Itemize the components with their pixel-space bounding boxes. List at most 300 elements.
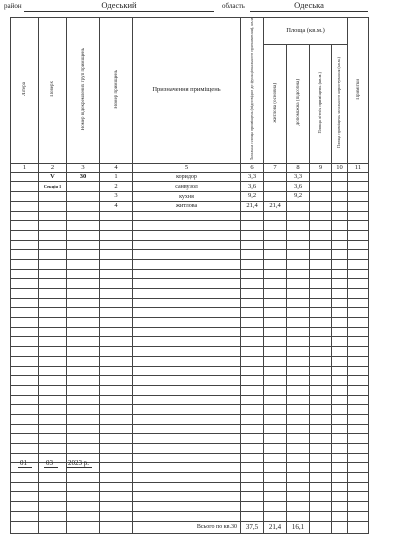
cell-floor (39, 201, 67, 211)
cell-empty (310, 482, 332, 492)
cell-empty (100, 289, 133, 299)
cell-room: 4 (100, 201, 133, 211)
cell-empty (11, 269, 39, 279)
cell-empty (67, 240, 100, 250)
cell-empty (100, 279, 133, 289)
cell-empty (287, 308, 310, 318)
cell-empty (264, 298, 287, 308)
empty-row (11, 502, 369, 512)
cell-empty (348, 376, 369, 386)
empty-row (11, 221, 369, 231)
cell-empty (287, 395, 310, 405)
cell-aux: 3,6 (287, 182, 310, 192)
cell-empty (39, 211, 67, 221)
cell-empty (264, 502, 287, 512)
col-header-balcony: Площа літніх приміщень (кв.м.) (310, 44, 332, 163)
cell-empty (100, 511, 133, 521)
cell-notes (348, 172, 369, 182)
cell-empty (100, 308, 133, 318)
cell-common (332, 192, 348, 202)
cell-empty (11, 240, 39, 250)
table-row (11, 172, 369, 182)
empty-row (11, 492, 369, 502)
cell-empty (11, 482, 39, 492)
cell-empty (133, 366, 241, 376)
cell-empty (39, 395, 67, 405)
cell-total: 9,2 (241, 192, 264, 202)
cell-empty (310, 444, 332, 454)
cell-empty (241, 298, 264, 308)
col-header-total-area: Загальна площа приміщень (відповідно до функціонального призначення), кв.м (241, 18, 264, 164)
cell-empty (264, 289, 287, 299)
cell-empty (39, 376, 67, 386)
cell-empty (348, 269, 369, 279)
cell-empty (332, 376, 348, 386)
cell-empty (264, 318, 287, 328)
cell-empty (310, 521, 332, 533)
cell-empty (67, 492, 100, 502)
cell-empty (133, 230, 241, 240)
cell-empty (11, 366, 39, 376)
column-number-2: 2 (39, 163, 67, 172)
cell-empty (348, 405, 369, 415)
cell-empty (67, 434, 100, 444)
cell-empty (100, 211, 133, 221)
cell-empty (39, 250, 67, 260)
date-month: 03 (46, 459, 53, 467)
cell-empty (264, 240, 287, 250)
cell-empty (133, 356, 241, 366)
cell-empty (332, 230, 348, 240)
cell-empty (11, 337, 39, 347)
cell-empty (133, 289, 241, 299)
cell-empty (287, 434, 310, 444)
cell-empty (39, 405, 67, 415)
cell-aux (287, 201, 310, 211)
cell-empty (287, 424, 310, 434)
date-day: 01 (20, 459, 27, 467)
empty-row (11, 434, 369, 444)
cell-living (264, 172, 287, 182)
cell-empty (11, 385, 39, 395)
oblast-value: Одеська (294, 0, 324, 10)
cell-empty (264, 356, 287, 366)
empty-row (11, 356, 369, 366)
cell-empty (348, 424, 369, 434)
cell-empty (287, 211, 310, 221)
column-number-6: 6 (241, 163, 264, 172)
cell-empty (332, 327, 348, 337)
cell-empty (348, 347, 369, 357)
cell-empty (264, 405, 287, 415)
column-number-9: 9 (310, 163, 332, 172)
cell-balcony (310, 182, 332, 192)
cell-empty (287, 453, 310, 463)
col-header-area-group: Площа (кв.м.) (264, 18, 348, 45)
cell-empty (332, 473, 348, 483)
cell-empty (332, 463, 348, 473)
empty-row (11, 444, 369, 454)
cell-empty (39, 269, 67, 279)
cell-group (67, 182, 100, 192)
cell-empty (133, 279, 241, 289)
cell-empty (348, 230, 369, 240)
cell-empty (332, 250, 348, 260)
cell-empty (100, 337, 133, 347)
cell-empty (100, 221, 133, 231)
cell-empty (310, 492, 332, 502)
cell-empty (39, 347, 67, 357)
cell-empty (67, 230, 100, 240)
cell-empty (287, 327, 310, 337)
cell-empty (67, 308, 100, 318)
empty-row (11, 269, 369, 279)
cell-empty (264, 424, 287, 434)
cell-empty (310, 366, 332, 376)
cell-empty (241, 221, 264, 231)
cell-empty (310, 221, 332, 231)
cell-empty (133, 405, 241, 415)
cell-empty (67, 444, 100, 454)
cell-empty (133, 250, 241, 260)
cell-empty (11, 395, 39, 405)
empty-row (11, 289, 369, 299)
cell-empty (264, 337, 287, 347)
empty-row (11, 298, 369, 308)
cell-empty (348, 308, 369, 318)
empty-row (11, 482, 369, 492)
date-month-underline (44, 467, 58, 468)
cell-empty (67, 279, 100, 289)
cell-empty (348, 318, 369, 328)
cell-empty (348, 211, 369, 221)
cell-empty (310, 414, 332, 424)
cell-empty (348, 385, 369, 395)
totals-living: 21,4 (264, 521, 287, 533)
cell-empty (348, 511, 369, 521)
cell-empty (332, 434, 348, 444)
cell-empty (67, 211, 100, 221)
cell-empty (133, 376, 241, 386)
cell-empty (133, 473, 241, 483)
cell-empty (133, 482, 241, 492)
cell-empty (287, 356, 310, 366)
cell-empty (310, 376, 332, 386)
cell-empty (241, 279, 264, 289)
cell-empty (67, 347, 100, 357)
cell-empty (100, 414, 133, 424)
cell-empty (67, 385, 100, 395)
date-year-underline (66, 467, 92, 468)
cell-empty (67, 250, 100, 260)
cell-empty (287, 289, 310, 299)
cell-empty (348, 482, 369, 492)
cell-empty (310, 211, 332, 221)
cell-empty (100, 453, 133, 463)
totals-label: Всього по кв.30 (133, 521, 241, 533)
cell-empty (39, 444, 67, 454)
cell-empty (264, 250, 287, 260)
cell-total: 21,4 (241, 201, 264, 211)
cell-empty (332, 289, 348, 299)
cell-empty (332, 424, 348, 434)
cell-empty (67, 298, 100, 308)
cell-empty (133, 444, 241, 454)
cell-empty (133, 424, 241, 434)
cell-empty (100, 366, 133, 376)
cell-empty (39, 385, 67, 395)
cell-empty (67, 405, 100, 415)
empty-row (11, 414, 369, 424)
cell-empty (241, 327, 264, 337)
empty-row (11, 250, 369, 260)
cell-empty (67, 502, 100, 512)
date-day-underline (18, 467, 32, 468)
cell-empty (67, 424, 100, 434)
cell-empty (39, 221, 67, 231)
cell-empty (133, 337, 241, 347)
cell-empty (100, 482, 133, 492)
cell-empty (133, 492, 241, 502)
cell-empty (310, 511, 332, 521)
cell-empty (11, 376, 39, 386)
empty-row (11, 405, 369, 415)
cell-empty (241, 463, 264, 473)
cell-empty (133, 318, 241, 328)
cell-empty (310, 308, 332, 318)
cell-empty (332, 318, 348, 328)
cell-empty (11, 473, 39, 483)
cell-empty (332, 347, 348, 357)
cell-empty (332, 221, 348, 231)
cell-empty (133, 308, 241, 318)
cell-empty (310, 240, 332, 250)
cell-empty (264, 414, 287, 424)
rooms-table (10, 17, 369, 534)
cell-empty (100, 444, 133, 454)
cell-empty (348, 279, 369, 289)
cell-empty (241, 356, 264, 366)
col-header-auxiliary: допоміжна (підсобна) (287, 44, 310, 163)
cell-empty (39, 289, 67, 299)
cell-notes (348, 192, 369, 202)
cell-empty (310, 298, 332, 308)
column-number-8: 8 (287, 163, 310, 172)
cell-empty (39, 414, 67, 424)
cell-empty (100, 259, 133, 269)
cell-empty (287, 279, 310, 289)
cell-empty (287, 347, 310, 357)
column-number-11: 11 (348, 163, 369, 172)
cell-empty (264, 492, 287, 502)
district-label: район (4, 2, 22, 10)
cell-empty (310, 289, 332, 299)
cell-empty (348, 298, 369, 308)
cell-empty (348, 356, 369, 366)
cell-empty (310, 424, 332, 434)
cell-empty (11, 327, 39, 337)
cell-liter (11, 201, 39, 211)
empty-row (11, 376, 369, 386)
empty-row (11, 327, 369, 337)
cell-empty (287, 376, 310, 386)
cell-empty (241, 240, 264, 250)
cell-empty (287, 492, 310, 502)
empty-row (11, 453, 369, 463)
table-row (11, 182, 369, 192)
empty-row (11, 347, 369, 357)
cell-empty (11, 511, 39, 521)
cell-empty (67, 414, 100, 424)
cell-purpose: житлова (133, 201, 241, 211)
cell-empty (39, 337, 67, 347)
empty-row (11, 473, 369, 483)
cell-empty (241, 424, 264, 434)
empty-row (11, 366, 369, 376)
cell-empty (287, 482, 310, 492)
cell-empty (241, 473, 264, 483)
cell-empty (39, 356, 67, 366)
cell-empty (100, 347, 133, 357)
cell-empty (67, 259, 100, 269)
cell-empty (39, 473, 67, 483)
oblast-label: область (222, 2, 245, 10)
cell-empty (11, 414, 39, 424)
cell-empty (287, 230, 310, 240)
cell-empty (310, 318, 332, 328)
cell-empty (310, 230, 332, 240)
cell-empty (100, 269, 133, 279)
cell-empty (348, 444, 369, 454)
col-header-common-use: Площа приміщень загального користування (кв.м.) (332, 44, 348, 163)
cell-balcony (310, 172, 332, 182)
cell-empty (133, 434, 241, 444)
cell-group: 30 (67, 172, 100, 182)
cell-empty (287, 473, 310, 483)
cell-empty (100, 405, 133, 415)
cell-common (332, 201, 348, 211)
cell-empty (310, 395, 332, 405)
cell-empty (332, 366, 348, 376)
empty-row (11, 308, 369, 318)
cell-common (332, 172, 348, 182)
cell-purpose: санвузол (133, 182, 241, 192)
cell-empty (100, 492, 133, 502)
cell-empty (100, 327, 133, 337)
cell-notes (348, 201, 369, 211)
cell-empty (264, 308, 287, 318)
cell-empty (287, 269, 310, 279)
column-number-4: 4 (100, 163, 133, 172)
cell-empty (348, 259, 369, 269)
cell-room: 1 (100, 172, 133, 182)
cell-empty (133, 240, 241, 250)
cell-empty (310, 279, 332, 289)
cell-empty (332, 414, 348, 424)
col-header-floor: Поверх (39, 18, 67, 164)
cell-empty (241, 502, 264, 512)
cell-empty (310, 269, 332, 279)
cell-empty (287, 414, 310, 424)
cell-empty (348, 521, 369, 533)
empty-row (11, 424, 369, 434)
cell-empty (348, 240, 369, 250)
cell-empty (241, 405, 264, 415)
cell-empty (67, 221, 100, 231)
column-number-row (11, 163, 369, 172)
empty-row (11, 230, 369, 240)
cell-empty (241, 211, 264, 221)
cell-empty (100, 434, 133, 444)
cell-empty (287, 221, 310, 231)
cell-floor: Секція 1 (39, 182, 67, 192)
cell-empty (287, 385, 310, 395)
cell-empty (310, 434, 332, 444)
cell-empty (241, 250, 264, 260)
cell-living (264, 182, 287, 192)
cell-empty (264, 395, 287, 405)
cell-empty (241, 482, 264, 492)
cell-empty (264, 385, 287, 395)
cell-empty (310, 463, 332, 473)
cell-empty (39, 366, 67, 376)
cell-empty (11, 250, 39, 260)
cell-empty (100, 376, 133, 386)
cell-empty (11, 298, 39, 308)
cell-empty (332, 521, 348, 533)
cell-empty (11, 308, 39, 318)
cell-empty (39, 434, 67, 444)
cell-empty (332, 279, 348, 289)
cell-empty (332, 502, 348, 512)
cell-empty (67, 376, 100, 386)
cell-empty (133, 269, 241, 279)
cell-empty (67, 269, 100, 279)
cell-empty (310, 356, 332, 366)
cell-empty (348, 492, 369, 502)
cell-empty (348, 250, 369, 260)
cell-empty (264, 376, 287, 386)
cell-empty (241, 395, 264, 405)
cell-empty (332, 337, 348, 347)
cell-empty (100, 298, 133, 308)
cell-purpose: кухня (133, 192, 241, 202)
district-value: Одеський (101, 0, 137, 10)
cell-empty (100, 473, 133, 483)
cell-empty (11, 405, 39, 415)
cell-empty (67, 356, 100, 366)
cell-empty (11, 424, 39, 434)
cell-empty (348, 366, 369, 376)
empty-row (11, 463, 369, 473)
cell-empty (39, 230, 67, 240)
cell-empty (133, 414, 241, 424)
cell-empty (67, 395, 100, 405)
table-row (11, 192, 369, 202)
column-number-10: 10 (332, 163, 348, 172)
cell-empty (348, 434, 369, 444)
cell-living (264, 192, 287, 202)
cell-empty (332, 385, 348, 395)
cell-empty (133, 385, 241, 395)
cell-empty (264, 221, 287, 231)
cell-empty (310, 250, 332, 260)
cell-empty (11, 259, 39, 269)
cell-empty (332, 356, 348, 366)
cell-living: 21,4 (264, 201, 287, 211)
cell-empty (332, 492, 348, 502)
cell-empty (264, 482, 287, 492)
